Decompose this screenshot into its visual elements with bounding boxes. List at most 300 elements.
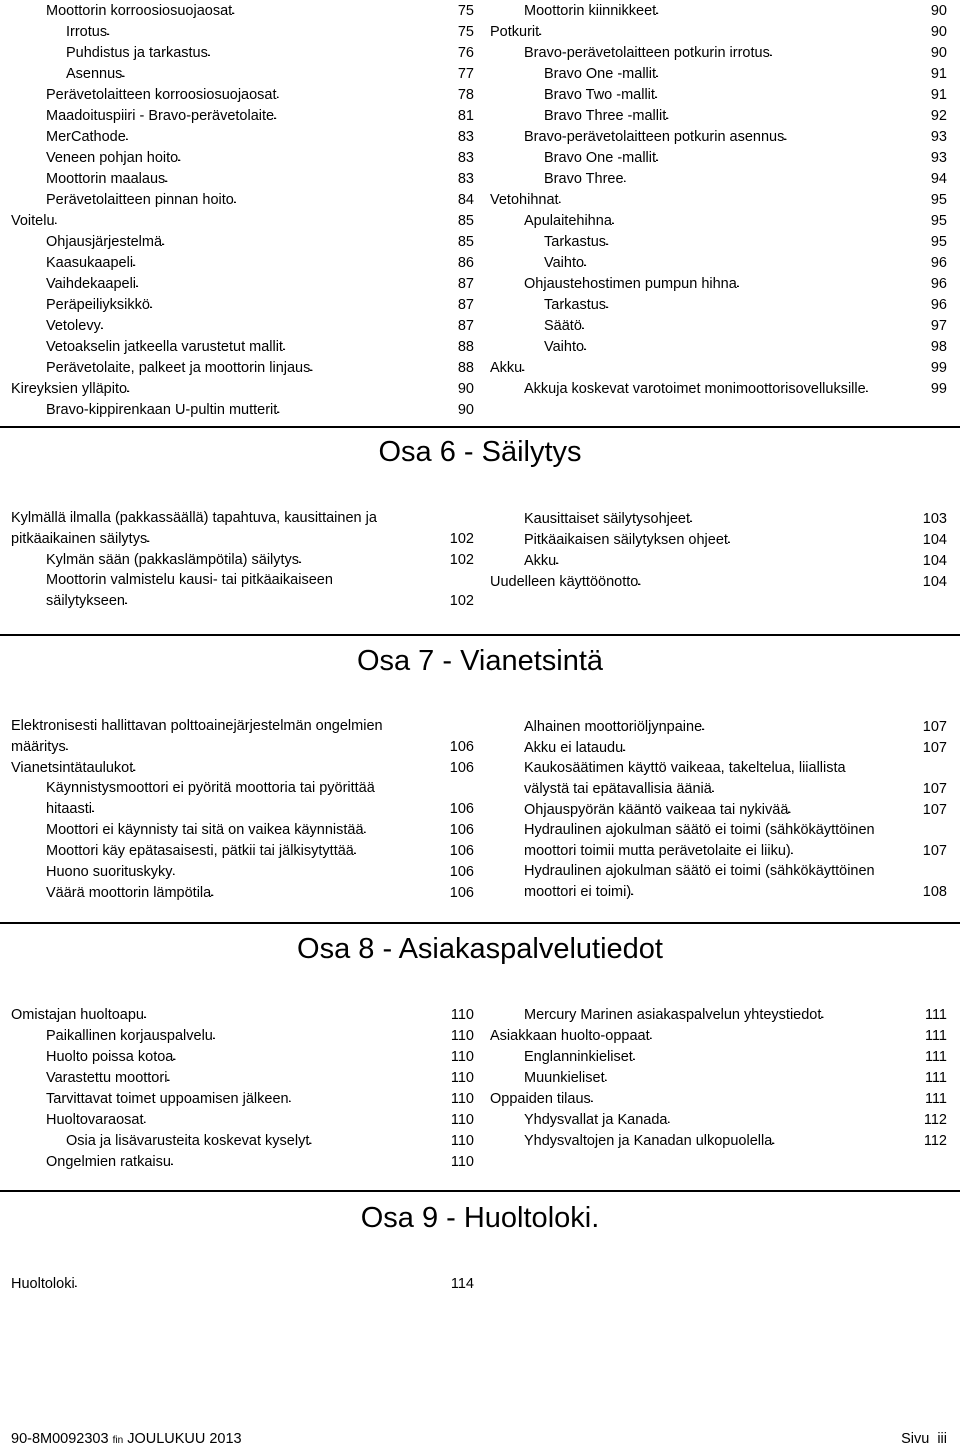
toc-entry-title: Ongelmien ratkaisu [46,1154,171,1170]
toc-page-number: 87 [457,318,474,334]
section-heading-7: Osa 7 - Vianetsintä [356,645,604,677]
toc-entry-title: Puhdistus ja tarkastus [66,45,208,61]
toc-entry-title-line: Käynnistysmoottori ei pyöritä moottoria tai pyörittää [46,780,375,796]
toc-s6-left [11,508,474,611]
dot-leader [866,378,930,399]
dot-leader [624,168,930,189]
toc-page-number: 106 [449,739,474,755]
dot-leader [666,105,930,126]
toc-page-number: 98 [930,339,947,355]
dot-leader [582,315,930,336]
toc-entry[interactable] [490,315,947,336]
toc-entry[interactable] [11,570,474,611]
toc-entry-title: säilytykseen [46,593,125,609]
toc-page-number: 102 [449,552,474,568]
toc-page-number: 106 [449,801,474,817]
toc-page-number: 88 [457,339,474,355]
toc-entry[interactable] [11,126,474,147]
toc-page-number: 85 [457,213,474,229]
toc-entry[interactable] [490,529,947,550]
toc-page-number: 106 [449,864,474,880]
toc-page-number: 110 [450,1091,474,1107]
toc-page-number: 77 [457,66,474,82]
toc-entry-title: Vetolevy [46,318,101,334]
dot-leader [55,210,457,231]
dot-leader [788,799,921,820]
dot-leader [638,571,921,592]
toc-entry[interactable] [490,273,947,294]
section-divider [0,426,960,428]
toc-entry[interactable] [490,252,947,273]
toc-entry-title: Peräpeiliyksikkö [46,297,150,313]
toc-entry-title: Perävetolaitteen korroosiosuojaosat [46,87,277,103]
toc-s7-left [11,716,474,903]
toc-page-number: 96 [930,297,947,313]
toc-entry[interactable] [490,1025,947,1046]
toc-page-number: 96 [930,276,947,292]
dot-leader [234,189,457,210]
dot-leader [173,861,449,882]
toc-page-number: 103 [922,511,947,527]
toc-page-number: 107 [922,843,947,859]
toc-entry[interactable] [11,1273,474,1294]
toc-entry[interactable] [11,1046,474,1067]
section-divider [0,922,960,924]
toc-entry[interactable] [490,508,947,529]
toc-page-number: 75 [457,3,474,19]
dot-leader [702,716,922,737]
toc-page-number: 99 [930,381,947,397]
toc-entry-title: Bravo-perävetolaitteen potkurin asennus [524,129,785,145]
toc-page-number: 99 [930,360,947,376]
toc-entry[interactable] [11,508,474,549]
toc-entry[interactable] [490,189,947,210]
toc-entry[interactable] [490,861,947,902]
dot-leader [299,549,449,570]
toc-page-number: 86 [457,255,474,271]
dot-leader [171,1151,450,1172]
toc-page-number: 107 [922,802,947,818]
toc-entry[interactable] [11,1004,474,1025]
dot-leader [633,1046,924,1067]
toc-entry-title: Väärä moottorin lämpötila [46,885,212,901]
toc-entry[interactable] [11,42,474,63]
toc-page-number: 110 [450,1028,474,1044]
dot-leader [668,1109,923,1130]
footer-doc-info [11,1431,242,1447]
toc-entry[interactable] [490,1130,947,1151]
toc-entry-title: Tarkastus [544,297,607,313]
toc-entry-title: Vaihto [544,255,585,271]
toc-page-number: 95 [930,234,947,250]
dot-leader [274,105,457,126]
toc-entry-title: Kireyksien ylläpito [11,381,128,397]
toc-entry-title-line: Elektronisesti hallittavan polttoainejärjestelmän ongelmien [11,718,383,734]
toc-entry[interactable] [11,168,474,189]
toc-page-number: 81 [457,108,474,124]
toc-entry[interactable] [11,378,474,399]
toc-entry-title: Yhdysvaltojen ja Kanadan ulkopuolella [524,1133,773,1149]
toc-page-number: 90 [930,24,947,40]
publication-date: JOULUKUU 2013 [127,1431,242,1447]
dot-leader [211,882,449,903]
toc-entry-title: Vaihdekaapeli [46,276,137,292]
toc-entry-title-line: Kaukosäätimen käyttö vaikeaa, takeltelua, liiallista [524,760,846,776]
dot-leader [150,294,457,315]
toc-page-number: 111 [924,1007,947,1023]
toc-entry-title: Säätö [544,318,582,334]
dot-leader [165,168,457,189]
toc-page-number: 83 [457,129,474,145]
toc-page-number: 111 [924,1028,947,1044]
dot-leader [144,1004,450,1025]
toc-entry-title: Asennus [66,66,123,82]
toc-entry[interactable] [490,1067,947,1088]
dot-leader [92,798,449,819]
toc-entry-title: Yhdysvallat ja Kanada [524,1112,668,1128]
toc-entry-title: Huono suorituskyky [46,864,173,880]
toc-entry-line [524,840,947,861]
dot-leader [791,840,922,861]
toc-page-number: 96 [930,255,947,271]
toc-entry-title: Englanninkieliset [524,1049,633,1065]
toc-entry-title: Maadoituspiiri - Bravo-perävetolaite [46,108,275,124]
toc-entry[interactable] [11,105,474,126]
toc-entry[interactable] [490,737,947,758]
toc-entry[interactable] [11,399,474,420]
toc-entry-title: Huolto poissa kotoa [46,1049,174,1065]
dot-leader [213,1025,450,1046]
toc-entry-title: Kylmän sään (pakkaslämpötila) säilytys [46,552,300,568]
toc-entry-title: Moottorin korroosiosuojaosat [46,3,233,19]
toc-entry[interactable] [11,840,474,861]
dot-leader [522,357,930,378]
toc-entry[interactable] [490,42,947,63]
toc-page-number: 87 [457,276,474,292]
toc-entry[interactable] [490,231,947,252]
dot-leader [821,1004,924,1025]
toc-entry[interactable] [11,861,474,882]
toc-entry[interactable] [490,105,947,126]
toc-entry[interactable] [490,0,947,21]
toc-entry[interactable] [11,1151,474,1172]
toc-entry[interactable] [11,778,474,819]
toc-s5-right [490,0,947,399]
dot-leader [277,84,457,105]
toc-page-number: 110 [450,1133,474,1149]
toc-entry[interactable] [490,758,947,799]
toc-entry[interactable] [11,357,474,378]
toc-entry-title: Moottori käy epätasaisesti, pätkii tai jälkisytyttää [46,843,354,859]
toc-page-number: 104 [922,553,947,569]
toc-entry[interactable] [11,21,474,42]
dot-leader [162,231,457,252]
toc-page-number: 108 [922,884,947,900]
toc-entry-title: Apulaitehihna [524,213,612,229]
toc-page-number: 102 [449,531,474,547]
dot-leader [556,550,922,571]
toc-entry[interactable] [490,378,947,399]
toc-entry-title: Bravo One -mallit [544,66,657,82]
toc-entry[interactable] [490,820,947,861]
toc-entry[interactable] [490,1109,947,1130]
toc-entry[interactable] [11,210,474,231]
toc-entry[interactable] [490,799,947,820]
dot-leader [606,294,930,315]
dot-leader [167,1067,449,1088]
toc-page-number: 85 [457,234,474,250]
toc-entry[interactable] [11,273,474,294]
toc-entry[interactable] [490,716,947,737]
dot-leader [656,63,930,84]
dot-leader [107,21,457,42]
toc-page-number: 88 [457,360,474,376]
toc-entry-title: Bravo-perävetolaitteen potkurin irrotus [524,45,770,61]
toc-entry-title: Pitkäaikaisen säilytyksen ohjeet [524,532,728,548]
toc-entry[interactable] [11,1025,474,1046]
toc-entry-title: välystä tai epätavallisia ääniä [524,781,712,797]
toc-page-number: 94 [930,171,947,187]
toc-entry[interactable] [11,819,474,840]
dot-leader [650,1025,924,1046]
toc-entry-title: Bravo Three -mallit [544,108,667,124]
toc-entry-title: Voitelu [11,213,55,229]
dot-leader [690,508,922,529]
toc-entry-title: Paikallinen korjauspalvelu [46,1028,213,1044]
toc-entry-title: Omistajan huoltoapu [11,1007,144,1023]
toc-entry-title: Akku [490,360,523,376]
toc-entry[interactable] [490,571,947,592]
toc-entry-title: Moottori ei käynnisty tai sitä on vaikea käynnistää [46,822,364,838]
toc-entry-title: Moottorin maalaus [46,171,166,187]
toc-entry-title: Vetoakselin jatkeella varustetut mallit [46,339,283,355]
toc-entry-title: Alhainen moottoriöljynpaine [524,719,703,735]
toc-entry[interactable] [490,1088,947,1109]
dot-leader [127,378,457,399]
toc-s8-left [11,1004,474,1172]
dot-leader [770,42,930,63]
toc-s8-right [490,1004,947,1151]
toc-entry-title: Perävetolaitteen pinnan hoito [46,192,234,208]
toc-page-number: 111 [924,1070,947,1086]
toc-entry[interactable] [11,716,474,757]
toc-entry[interactable] [490,63,947,84]
toc-entry[interactable] [11,1067,474,1088]
toc-entry-title: Huoltovaraosat [46,1112,144,1128]
toc-entry-title: Muunkieliset [524,1070,605,1086]
toc-entry-line [11,528,474,549]
toc-page-number: 107 [922,719,947,735]
toc-entry-title: pitkäaikainen säilytys [11,531,148,547]
toc-entry-title: Kaasukaapeli [46,255,134,271]
dot-leader [772,1130,923,1151]
toc-page-number: 78 [457,87,474,103]
toc-entry-title: moottori ei toimi) [524,884,632,900]
dot-leader [289,1088,450,1109]
toc-entry-title: Irrotus [66,24,108,40]
toc-entry-title: Mercury Marinen asiakaspalvelun yhteystiedot [524,1007,822,1023]
dot-leader [605,1067,924,1088]
toc-s9-left [11,1273,474,1294]
dot-leader [309,1130,450,1151]
toc-page-number: 106 [449,822,474,838]
dot-leader [655,84,930,105]
toc-entry-title: Bravo-kippirenkaan U-pultin mutterit [46,402,278,418]
toc-entry-title: Osia ja lisävarusteita koskevat kyselyt [66,1133,310,1149]
toc-page-number: 83 [457,171,474,187]
toc-page-number: 111 [924,1049,947,1065]
toc-page-number: 107 [922,781,947,797]
toc-entry-title: Bravo One -mallit [544,150,657,166]
toc-entry-line [524,881,947,902]
toc-entry-title: Tarkastus [544,234,607,250]
toc-page-number: 93 [930,150,947,166]
toc-entry[interactable] [490,210,947,231]
toc-s6-right [490,508,947,592]
toc-entry-line [46,590,474,611]
toc-entry[interactable] [11,1130,474,1151]
toc-entry[interactable] [11,1109,474,1130]
toc-entry-title: hitaasti [46,801,92,817]
toc-entry-title: Tarvittavat toimet uppoamisen jälkeen [46,1091,289,1107]
toc-entry[interactable] [11,757,474,778]
toc-entry[interactable] [490,168,947,189]
toc-entry-title: Ohjaustehostimen pumpun hihna [524,276,737,292]
toc-entry-line [11,736,474,757]
toc-entry[interactable] [490,550,947,571]
dot-leader [178,147,457,168]
toc-page-number: 90 [457,381,474,397]
toc-entry[interactable] [490,126,947,147]
dot-leader [539,21,930,42]
toc-page-number: 111 [924,1091,947,1107]
toc-entry-title-line: Moottorin valmistelu kausi- tai pitkäaikaiseen [46,572,333,588]
toc-page-number: 92 [930,108,947,124]
toc-entry-title: Ohjauspyörän kääntö vaikeaa tai nykivää [524,802,789,818]
dot-leader [133,757,449,778]
toc-page-number: 102 [449,593,474,609]
toc-page-number: 91 [930,66,947,82]
dot-leader [126,126,457,147]
toc-entry-title: Akku ei lataudu [524,740,624,756]
dot-leader [147,528,449,549]
toc-entry[interactable] [490,1004,947,1025]
toc-entry[interactable] [11,549,474,570]
toc-entry-title: Perävetolaite, palkeet ja moottorin linjaus [46,360,311,376]
toc-entry[interactable] [11,315,474,336]
toc-entry-title: Asiakkaan huolto-oppaat [490,1028,650,1044]
toc-entry-title: Kausittaiset säilytysohjeet [524,511,691,527]
toc-page-number: 114 [450,1276,474,1292]
toc-entry[interactable] [11,189,474,210]
toc-page-number: 110 [450,1049,474,1065]
toc-entry[interactable] [11,147,474,168]
toc-page-number: 91 [930,87,947,103]
section-heading-8: Osa 8 - Asiakaspalvelutiedot [297,933,663,965]
toc-page-number: 95 [930,192,947,208]
dot-leader [354,840,449,861]
dot-leader [584,336,930,357]
toc-page-number: 90 [930,45,947,61]
toc-s5-left [11,0,474,420]
dot-leader [623,737,922,758]
toc-entry[interactable] [490,21,947,42]
page-number: Sivu iii [901,1431,947,1447]
dot-leader [712,778,922,799]
toc-page-number: 83 [457,150,474,166]
toc-entry-title: Varastettu moottori [46,1070,168,1086]
toc-entry-title: Uudelleen käyttöönotto [490,574,639,590]
dot-leader [612,210,930,231]
toc-entry-title: Vaihto [544,339,585,355]
section-divider [0,1190,960,1192]
doc-number: 90-8M0092303 [11,1431,109,1447]
toc-page-number: 97 [930,318,947,334]
toc-page-number: 112 [923,1133,947,1149]
toc-page-number: 104 [922,532,947,548]
toc-entry-title: Bravo Three [544,171,624,187]
dot-leader [559,189,930,210]
toc-page-number: 110 [450,1007,474,1023]
toc-entry[interactable] [490,147,947,168]
toc-entry[interactable] [490,1046,947,1067]
toc-entry[interactable] [11,252,474,273]
toc-page-number: 110 [450,1154,474,1170]
dot-leader [591,1088,924,1109]
toc-entry[interactable] [490,84,947,105]
dot-leader [737,273,930,294]
dot-leader [125,590,449,611]
dot-leader [606,231,930,252]
dot-leader [144,1109,450,1130]
toc-entry[interactable] [490,294,947,315]
section-heading-9: Osa 9 - Huoltoloki. [360,1202,600,1234]
toc-entry-title: määritys [11,739,66,755]
toc-entry-title: Bravo Two -mallit [544,87,655,103]
dot-leader [584,252,930,273]
toc-page-number: 76 [457,45,474,61]
dot-leader [136,273,457,294]
toc-entry-title: Veneen pohjan hoito [46,150,179,166]
toc-entry[interactable] [11,336,474,357]
toc-entry[interactable] [11,294,474,315]
toc-entry-title: Vianetsintätaulukot [11,760,134,776]
toc-entry[interactable] [11,84,474,105]
language-code: fin [112,1435,124,1446]
toc-entry[interactable] [11,0,474,21]
dot-leader [728,529,922,550]
dot-leader [656,147,930,168]
toc-entry-title-line: Kylmällä ilmalla (pakkassäällä) tapahtuva, kausittainen ja [11,510,377,526]
toc-page-number: 106 [449,760,474,776]
toc-entry[interactable] [11,63,474,84]
section-heading-6: Osa 6 - Säilytys [378,436,582,468]
dot-leader [232,0,457,21]
toc-entry-title: Akku [524,553,557,569]
dot-leader [208,42,457,63]
dot-leader [133,252,457,273]
toc-entry-title: Akkuja koskevat varotoimet monimoottorisovelluksille [524,381,866,397]
toc-entry[interactable] [11,882,474,903]
toc-entry[interactable] [11,1088,474,1109]
toc-entry[interactable] [490,357,947,378]
toc-entry-title: Oppaiden tilaus [490,1091,591,1107]
dot-leader [173,1046,450,1067]
toc-entry[interactable] [490,336,947,357]
toc-s7-right [490,716,947,902]
toc-page-number: 90 [930,3,947,19]
toc-entry[interactable] [11,231,474,252]
